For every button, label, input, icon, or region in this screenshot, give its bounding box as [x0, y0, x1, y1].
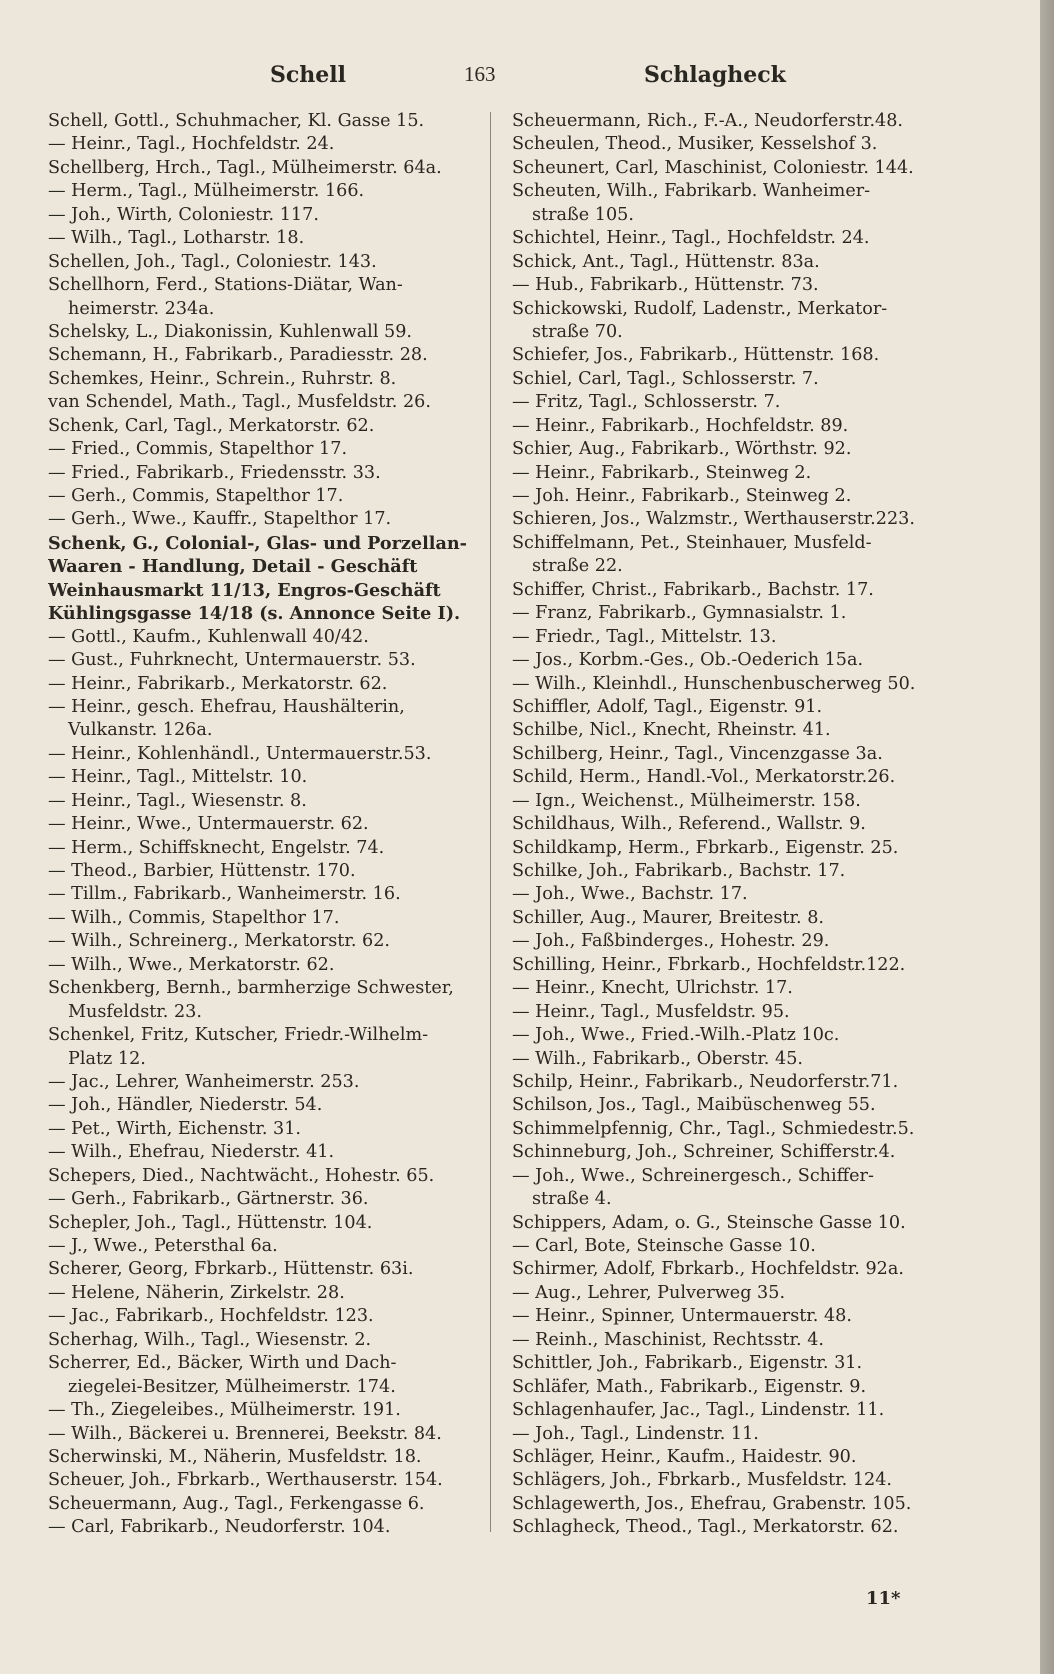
directory-entry-line: Scheuer, Joh., Fbrkarb., Werthauserstr. 154. — [48, 1470, 443, 1491]
directory-entry-line: — Jac., Lehrer, Wanheimerstr. 253. — [48, 1071, 360, 1092]
directory-entry-line: — Heinr., Tagl., Wiesenstr. 8. — [48, 790, 307, 811]
directory-entry-line: — Joh., Faßbinderges., Hohestr. 29. — [512, 931, 830, 952]
directory-entry-line: — Joh., Wirth, Coloniestr. 117. — [48, 204, 319, 225]
directory-entry-line: — Wilh., Schreinerg., Merkatorstr. 62. — [48, 931, 391, 952]
directory-entry-line: — Gerh., Commis, Stapelthor 17. — [48, 486, 344, 506]
directory-entry-line: Scherer, Georg, Fbrkarb., Hüttenstr. 63i. — [48, 1259, 414, 1280]
directory-entry-line: — Joh. Heinr., Fabrikarb., Steinweg 2. — [512, 486, 852, 506]
directory-entry-line: Schell, Gottl., Schuhmacher, Kl. Gasse 15. — [48, 111, 425, 131]
directory-entry-line: — J., Wwe., Petersthal 6a. — [48, 1236, 278, 1256]
directory-entry-line: — Wilh., Ehefrau, Niederstr. 41. — [48, 1142, 335, 1163]
directory-entry-line: Musfeldstr. 23. — [68, 1001, 202, 1022]
directory-entry-line: straße 4. — [532, 1189, 612, 1210]
directory-entry-line: Schichtel, Heinr., Tagl., Hochfeldstr. 24. — [512, 228, 870, 249]
directory-entry-line: Vulkanstr. 126a. — [68, 720, 213, 741]
directory-entry-line: Schepler, Joh., Tagl., Hüttenstr. 104. — [48, 1212, 373, 1233]
directory-entry-line: Schilson, Jos., Tagl., Maibüschenweg 55. — [512, 1095, 876, 1116]
directory-entry-line: Schiffler, Adolf, Tagl., Eigenstr. 91. — [512, 696, 823, 717]
directory-entry-line: Schenk, Carl, Tagl., Merkatorstr. 62. — [48, 415, 375, 436]
directory-entry-line: — Hub., Fabrikarb., Hüttenstr. 73. — [512, 275, 819, 296]
directory-entry-line: heimerstr. 234a. — [68, 298, 215, 319]
directory-entry-line: Scheunert, Carl, Maschinist, Coloniestr. 144. — [512, 157, 914, 178]
directory-entry-line: — Theod., Barbier, Hüttenstr. 170. — [48, 861, 356, 881]
directory-entry-line: Schilke, Joh., Fabrikarb., Bachstr. 17. — [512, 861, 846, 881]
directory-entry-line: Schellberg, Hrch., Tagl., Mülheimerstr. 64a. — [48, 157, 442, 178]
directory-entry-line: Schilling, Heinr., Fbrkarb., Hochfeldstr.122. — [512, 954, 906, 975]
directory-entry-line: Schellen, Joh., Tagl., Coloniestr. 143. — [48, 251, 377, 272]
directory-entry-line: Schier, Aug., Fabrikarb., Wörthstr. 92. — [512, 439, 852, 460]
directory-entry-line: Schläfer, Math., Fabrikarb., Eigenstr. 9. — [512, 1376, 867, 1397]
directory-entry-line: — Heinr., Wwe., Untermauerstr. 62. — [48, 814, 369, 835]
directory-entry-line: Schelsky, L., Diakonissin, Kuhlenwall 59. — [48, 321, 413, 342]
directory-entry-line: van Schendel, Math., Tagl., Musfeldstr. 26. — [48, 392, 431, 413]
directory-entry-line: Waaren - Handlung, Detail - Geschäft — [48, 556, 418, 578]
directory-entry-line: — Joh., Wwe., Schreinergesch., Schiffer- — [512, 1165, 874, 1186]
directory-entry-line: straße 22. — [532, 556, 623, 577]
directory-entry-line: — Helene, Näherin, Zirkelstr. 28. — [48, 1282, 345, 1303]
directory-entry-line: Schieren, Jos., Walzmstr., Werthauserstr.223. — [512, 509, 915, 530]
directory-entry-line: Schildhaus, Wilh., Referend., Wallstr. 9. — [512, 814, 866, 835]
directory-entry-line: Schlägers, Joh., Fbrkarb., Musfeldstr. 124. — [512, 1470, 893, 1491]
directory-entry-line: — Gerh., Wwe., Kauffr., Stapelthor 17. — [48, 509, 392, 530]
directory-entry-line: — Fritz, Tagl., Schlosserstr. 7. — [512, 392, 781, 413]
directory-entry-line: Schellhorn, Ferd., Stations-Diätar, Wan- — [48, 275, 403, 296]
directory-entry-line: Schimmelpfennig, Chr., Tagl., Schmiedestr.5. — [512, 1118, 915, 1139]
page-number: 163 — [464, 62, 496, 86]
directory-entry-line: ziegelei-Besitzer, Mülheimerstr. 174. — [68, 1376, 396, 1397]
directory-entry-line: — Joh., Tagl., Lindenstr. 11. — [512, 1423, 759, 1444]
directory-entry-line: Schlagheck, Theod., Tagl., Merkatorstr. 62. — [512, 1517, 899, 1538]
directory-entry-line: — Heinr., Fabrikarb., Hochfeldstr. 89. — [512, 415, 849, 436]
directory-entry-line: straße 105. — [532, 204, 634, 225]
directory-entry-line: — Wilh., Bäckerei u. Brennerei, Beekstr. 84. — [48, 1423, 442, 1444]
directory-entry-line: — Jac., Fabrikarb., Hochfeldstr. 123. — [48, 1306, 374, 1327]
directory-entry-line: Scheulen, Theod., Musiker, Kesselshof 3. — [512, 134, 878, 155]
directory-entry-line: — Fried., Commis, Stapelthor 17. — [48, 439, 348, 460]
directory-entry-line: Schirmer, Adolf, Fbrkarb., Hochfeldstr. 92a. — [512, 1259, 904, 1280]
header-right-catchword: Schlagheck — [644, 62, 786, 88]
directory-entry-line: Schilberg, Heinr., Tagl., Vincenzgasse 3a. — [512, 743, 883, 764]
directory-entry-line: straße 70. — [532, 321, 623, 342]
directory-entry-line: — Carl, Bote, Steinsche Gasse 10. — [512, 1236, 816, 1256]
directory-entry-line: — Joh., Wwe., Fried.-Wilh.-Platz 10c. — [512, 1025, 840, 1046]
directory-entry-line: — Heinr., Fabrikarb., Steinweg 2. — [512, 462, 812, 483]
directory-entry-line: Schläger, Heinr., Kaufm., Haidestr. 90. — [512, 1446, 857, 1467]
directory-entry-line: Scheuermann, Aug., Tagl., Ferkengasse 6. — [48, 1493, 425, 1514]
directory-entry-line: — Heinr., Kohlenhändl., Untermauerstr.53. — [48, 743, 432, 764]
signature-mark: 11* — [866, 1588, 901, 1609]
directory-entry-line: — Wilh., Tagl., Lotharstr. 18. — [48, 228, 305, 249]
directory-entry-line: Schiller, Aug., Maurer, Breitestr. 8. — [512, 907, 824, 928]
directory-entry-line: Kühlingsgasse 14/18 (s. Annonce Seite I). — [48, 603, 461, 625]
left-column — [48, 110, 480, 1540]
directory-entry-line: Schick, Ant., Tagl., Hüttenstr. 83a. — [512, 251, 820, 272]
directory-entry-line: Weinhausmarkt 11/13, Engros-Geschäft — [48, 579, 441, 601]
column-divider — [490, 112, 491, 1532]
directory-entry-line: — Gust., Fuhrknecht, Untermauerstr. 53. — [48, 650, 416, 671]
directory-entry-line: Schilp, Heinr., Fabrikarb., Neudorferstr.71. — [512, 1071, 899, 1092]
directory-entry-line: Schilbe, Nicl., Knecht, Rheinstr. 41. — [512, 720, 831, 741]
directory-entry-line: Platz 12. — [68, 1048, 146, 1069]
directory-entry-line: Schippers, Adam, o. G., Steinsche Gasse 10. — [512, 1212, 906, 1233]
directory-entry-line: — Ign., Weichenst., Mülheimerstr. 158. — [512, 790, 861, 811]
directory-entry-line: — Carl, Fabrikarb., Neudorferstr. 104. — [48, 1517, 391, 1538]
directory-entry-line: Scherrer, Ed., Bäcker, Wirth und Dach- — [48, 1353, 397, 1374]
directory-entry-line: Scherhag, Wilh., Tagl., Wiesenstr. 2. — [48, 1329, 372, 1350]
directory-entry-line: — Joh., Wwe., Bachstr. 17. — [512, 884, 748, 905]
directory-entry-line: Scherwinski, M., Näherin, Musfeldstr. 18. — [48, 1446, 422, 1467]
page-edge-shadow — [1040, 0, 1054, 1674]
directory-entry-line: — Gottl., Kaufm., Kuhlenwall 40/42. — [48, 626, 369, 647]
directory-entry-line: — Heinr., Knecht, Ulrichstr. 17. — [512, 978, 793, 999]
directory-entry-line: Schiffelmann, Pet., Steinhauer, Musfeld- — [512, 532, 872, 553]
directory-entry-line: Schild, Herm., Handl.-Vol., Merkatorstr.26. — [512, 767, 896, 788]
directory-entry-line: — Joh., Händler, Niederstr. 54. — [48, 1095, 323, 1116]
directory-entry-line: — Pet., Wirth, Eichenstr. 31. — [48, 1118, 302, 1139]
directory-entry-line: — Wilh., Wwe., Merkatorstr. 62. — [48, 954, 335, 975]
directory-entry-line: — Wilh., Commis, Stapelthor 17. — [48, 907, 340, 928]
directory-entry-line: — Reinh., Maschinist, Rechtsstr. 4. — [512, 1329, 824, 1350]
directory-entry-line: Schlagewerth, Jos., Ehefrau, Grabenstr. 105. — [512, 1493, 912, 1514]
directory-entry-line: Schinneburg, Joh., Schreiner, Schifferstr.4. — [512, 1142, 896, 1163]
directory-entry-line: — Fried., Fabrikarb., Friedensstr. 33. — [48, 462, 381, 483]
directory-entry-line: — Heinr., Tagl., Mittelstr. 10. — [48, 767, 308, 788]
directory-entry-line: Schenkberg, Bernh., barmherzige Schwester, — [48, 978, 454, 999]
directory-entry-line: Scheuermann, Rich., F.-A., Neudorferstr.48. — [512, 111, 904, 131]
right-column — [512, 110, 942, 1540]
directory-entry-line: — Aug., Lehrer, Pulverweg 35. — [512, 1282, 786, 1303]
directory-entry-line: — Heinr., Spinner, Untermauerstr. 48. — [512, 1306, 852, 1327]
directory-entry-line: Schiefer, Jos., Fabrikarb., Hüttenstr. 168. — [512, 345, 880, 366]
directory-entry-line: — Jos., Korbm.-Ges., Ob.-Oederich 15a. — [512, 650, 864, 671]
directory-entry-line: Schenkel, Fritz, Kutscher, Friedr.-Wilhelm- — [48, 1025, 429, 1046]
directory-entry-line: Schenk, G., Colonial-, Glas- und Porzellan- — [48, 532, 467, 554]
directory-entry-line: — Herm., Tagl., Mülheimerstr. 166. — [48, 181, 365, 202]
directory-entry-line: Schickowski, Rudolf, Ladenstr., Merkator- — [512, 298, 888, 319]
directory-entry-line: Schlagenhaufer, Jac., Tagl., Lindenstr. 11. — [512, 1400, 885, 1421]
page-header — [48, 62, 942, 96]
directory-entry-line: — Heinr., Tagl., Musfeldstr. 95. — [512, 1001, 790, 1022]
directory-entry-line: — Tillm., Fabrikarb., Wanheimerstr. 16. — [48, 884, 401, 905]
directory-entry-line: Schepers, Died., Nachtwächt., Hohestr. 65. — [48, 1165, 435, 1186]
directory-entry-line: Schildkamp, Herm., Fbrkarb., Eigenstr. 25. — [512, 837, 899, 858]
directory-entry-line: Schemkes, Heinr., Schrein., Ruhrstr. 8. — [48, 368, 397, 389]
directory-entry-line: — Gerh., Fabrikarb., Gärtnerstr. 36. — [48, 1189, 369, 1210]
directory-entry-line: — Wilh., Kleinhdl., Hunschenbuscherweg 50. — [512, 673, 916, 694]
directory-entry-line: — Friedr., Tagl., Mittelstr. 13. — [512, 626, 777, 647]
directory-entry-line: Scheuten, Wilh., Fabrikarb. Wanheimer- — [512, 181, 871, 202]
directory-entry-line: — Th., Ziegeleibes., Mülheimerstr. 191. — [48, 1400, 401, 1421]
directory-entry-line: — Wilh., Fabrikarb., Oberstr. 45. — [512, 1048, 803, 1069]
directory-entry-line: — Heinr., Fabrikarb., Merkatorstr. 62. — [48, 673, 388, 694]
directory-entry-line: Schemann, H., Fabrikarb., Paradiesstr. 28. — [48, 345, 428, 366]
directory-entry-line: Schiffer, Christ., Fabrikarb., Bachstr. 17. — [512, 579, 874, 600]
header-left-catchword: Schell — [270, 62, 346, 88]
directory-entry-line: — Franz, Fabrikarb., Gymnasialstr. 1. — [512, 603, 847, 624]
directory-entry-line: — Heinr., Tagl., Hochfeldstr. 24. — [48, 134, 335, 155]
directory-entry-line: Schittler, Joh., Fabrikarb., Eigenstr. 31. — [512, 1353, 863, 1374]
directory-entry-line: — Heinr., gesch. Ehefrau, Haushälterin, — [48, 696, 405, 717]
directory-entry-line: Schiel, Carl, Tagl., Schlosserstr. 7. — [512, 368, 819, 389]
directory-entry-line: — Herm., Schiffsknecht, Engelstr. 74. — [48, 837, 385, 858]
